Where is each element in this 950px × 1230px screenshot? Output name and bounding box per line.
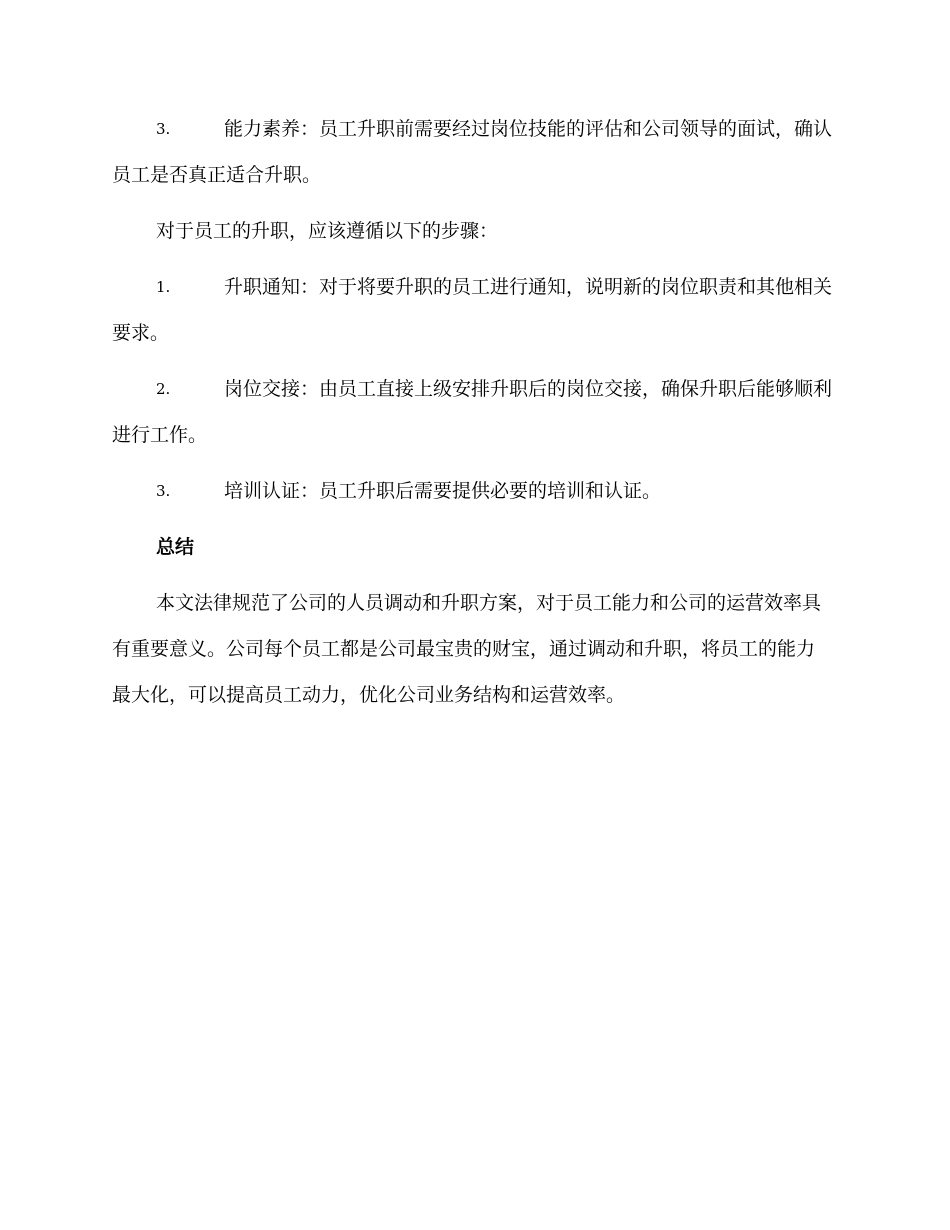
list-item-ability — [112, 106, 832, 198]
document-body — [112, 106, 832, 728]
list-item-step-2 — [112, 366, 832, 458]
list-item-number: 2. — [156, 380, 171, 398]
list-item-step-3 — [112, 468, 832, 514]
list-item-text: 岗位交接：由员工直接上级安排升职后的岗位交接，确保升职后能够顺利进行工作。 — [112, 378, 833, 446]
list-item-text: 培训认证：员工升职后需要提供必要的培训和认证。 — [224, 480, 662, 502]
list-item-number: 3. — [156, 120, 171, 138]
summary-heading: 总结 — [156, 536, 195, 558]
list-item-text: 能力素养：员工升职前需要经过岗位技能的评估和公司领导的面试，确认员工是否真正适合升职。 — [112, 118, 833, 186]
steps-intro-paragraph: 对于员工的升职，应该遵循以下的步骤： — [156, 220, 499, 242]
list-item-step-1 — [112, 264, 832, 356]
list-item-number: 3. — [156, 482, 171, 500]
list-item-text: 升职通知：对于将要升职的员工进行通知，说明新的岗位职责和其他相关要求。 — [112, 276, 833, 344]
summary-paragraph: 本文法律规范了公司的人员调动和升职方案，对于员工能力和公司的运营效率具有重要意义。公司每个员工都是公司最宝贵的财宝，通过调动和升职，将员工的能力最大化，可以提高员工动力，优化公司业务结构和运营效率。 — [112, 592, 822, 706]
list-item-number: 1. — [156, 278, 171, 296]
